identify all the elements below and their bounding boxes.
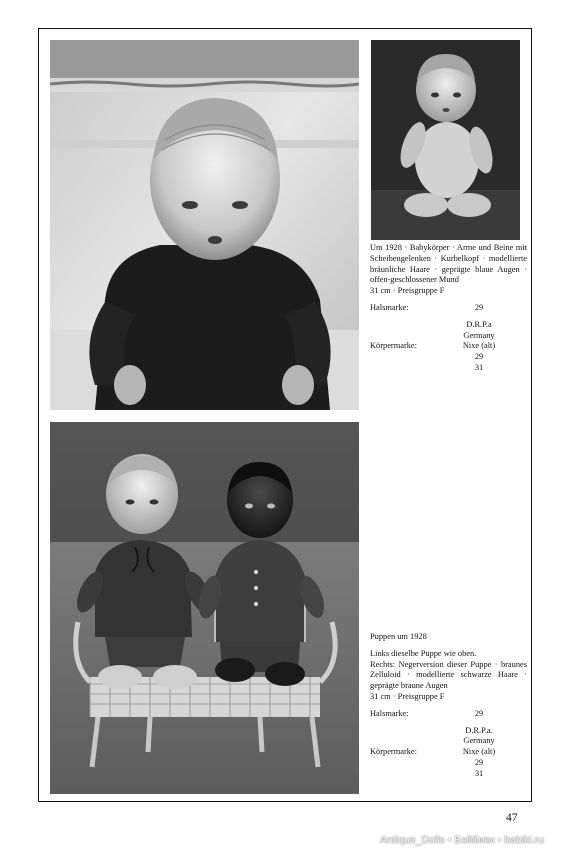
caption-paragraph: Um 1928 · Babykörper · Arme und Beine mit Scheibengelenken · Kurbelkopf · modellierte bräunliche Haare · geprägte blaue Augen · offen-geschlossener Mund <box>370 243 527 285</box>
mark-value: 29 <box>474 352 484 362</box>
mark-value: D.R.P.a. <box>465 725 493 735</box>
caption-paragraph: Links dieselbe Puppe wie oben. <box>370 648 477 658</box>
body-mark-row <box>370 726 527 780</box>
mark-value: 29 <box>474 757 484 767</box>
mark-values <box>448 726 510 780</box>
mark-label: Halsmarke: <box>370 302 409 312</box>
caption-paragraph: 31 cm · Preisgruppe F <box>370 286 445 296</box>
photo-nude-baby-doll <box>371 40 520 240</box>
mark-value: Nixe (alt) <box>462 341 496 351</box>
mark-values <box>448 320 510 374</box>
neck-mark-row <box>370 709 527 720</box>
page-number: 47 <box>506 812 518 824</box>
mark-value: Nixe (alt) <box>462 747 496 757</box>
mark-label: Körpermarke: <box>370 747 417 757</box>
photo-two-dolls-on-bench <box>50 422 359 794</box>
watermark: Antique_Dolls • Бэйбики • babiki.ru <box>380 834 544 846</box>
caption-paragraph: Rechts: Negerversion dieser Puppe · braunes Zelluloid · modellierte schwarze Haare · geprägte braune Augen <box>370 659 527 691</box>
mark-value: 31 <box>474 362 484 372</box>
photo-doll-in-sweater <box>50 40 359 410</box>
mark-value: 31 <box>474 768 484 778</box>
mark-value: D.R.P.a <box>466 319 492 329</box>
mark-value: 29 <box>474 302 484 312</box>
mark-label: Körpermarke: <box>370 341 417 351</box>
body-mark-row <box>370 320 527 374</box>
caption-bottom-dolls <box>370 632 527 780</box>
mark-values <box>448 709 510 720</box>
mark-value: 29 <box>474 708 484 718</box>
neck-mark-row <box>370 303 527 314</box>
mark-value: Germany <box>463 330 495 340</box>
mark-values <box>448 303 510 314</box>
caption-top-doll <box>370 243 527 374</box>
mark-value: Germany <box>463 736 495 746</box>
caption-paragraph: 31 cm · Preisgruppe F <box>370 691 445 701</box>
caption-heading: Puppen um 1928 <box>370 632 427 641</box>
mark-label: Halsmarke: <box>370 708 409 718</box>
